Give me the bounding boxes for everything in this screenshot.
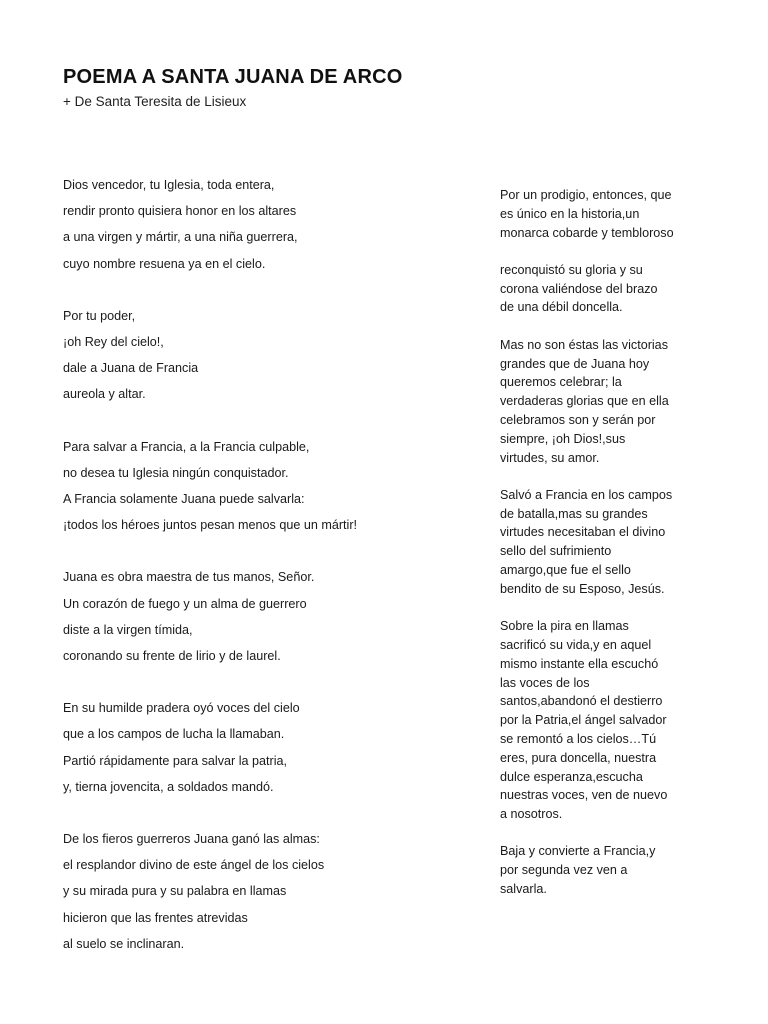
poem-verse: cuyo nombre resuena ya en el cielo. (63, 256, 266, 271)
side-paragraph (500, 261, 715, 317)
side-paragraph-line: salvarla. (500, 882, 547, 896)
side-paragraph-line: siempre, ¡oh Dios!,sus (500, 431, 626, 446)
side-paragraph-line: monarca cobarde y tembloroso (500, 225, 674, 240)
side-paragraph-line: dulce esperanza,escucha (500, 769, 643, 784)
side-paragraph-line: las voces de los (500, 675, 590, 690)
poem-verse: ¡todos los héroes juntos pesan menos que un mártir! (63, 518, 358, 533)
poem-column (63, 172, 463, 983)
side-paragraph-line: grandes que de Juana hoy (500, 356, 650, 371)
side-paragraph-line: se remontó a los cielos…Tú (500, 731, 657, 746)
poem-stanza (63, 826, 463, 957)
side-paragraph-line: de batalla,mas su grandes (500, 506, 648, 521)
side-paragraph-line: mismo instante ella escuchó (500, 656, 659, 671)
document-title: POEMA A SANTA JUANA DE ARCO (63, 66, 403, 88)
side-paragraph-line: santos,abandonó el destierro (500, 694, 663, 709)
poem-verse: A Francia solamente Juana puede salvarla: (63, 492, 305, 507)
side-paragraph-line: sello del sufrimiento (500, 544, 612, 559)
side-text-column (500, 186, 715, 917)
side-paragraph-line: eres, pura doncella, nuestra (500, 750, 657, 765)
side-paragraph-line: queremos celebrar; la (500, 375, 622, 390)
poem-verse: aureola y altar. (63, 387, 146, 402)
side-paragraph-line: celebramos son y serán por (500, 412, 656, 427)
side-paragraph-line: por segunda vez ven a (500, 863, 628, 878)
poem-verse: De los fieros guerreros Juana ganó las almas: (63, 832, 320, 847)
poem-verse: Un corazón de fuego y un alma de guerrero (63, 596, 307, 611)
poem-stanza (63, 172, 463, 277)
side-paragraph-line: Por un prodigio, entonces, que (500, 188, 672, 202)
poem-verse: ¡oh Rey del cielo!, (63, 335, 164, 350)
poem-verse: al suelo se inclinaran. (63, 936, 185, 951)
side-paragraph-line: Sobre la pira en llamas (500, 619, 629, 634)
poem-verse: diste a la virgen tímida, (63, 622, 193, 637)
side-paragraph-line: reconquistó su gloria y su (500, 262, 643, 277)
side-paragraph-line: por la Patria,el ángel salvador (500, 713, 667, 728)
side-paragraph-line: Salvó a Francia en los campos (500, 487, 673, 502)
side-paragraph-line: sacrificó su vida,y en aquel (500, 637, 652, 652)
side-paragraph-line: de una débil doncella. (500, 300, 623, 315)
poem-verse: Por tu poder, (63, 308, 136, 323)
side-paragraph (500, 186, 715, 242)
poem-verse: Para salvar a Francia, a la Francia culpable, (63, 439, 310, 454)
poem-verse: que a los campos de lucha la llamaban. (63, 727, 285, 742)
poem-stanza (63, 434, 463, 539)
poem-verse: Partió rápidamente para salvar la patria, (63, 753, 288, 768)
poem-verse: y, tierna jovencita, a soldados mandó. (63, 779, 274, 794)
side-paragraph (500, 617, 715, 824)
side-paragraph-line: a nosotros. (500, 807, 563, 822)
poem-verse: coronando su frente de lirio y de laurel. (63, 649, 281, 664)
side-paragraph-line: bendito de su Esposo, Jesús. (500, 581, 665, 596)
poem-verse: Dios vencedor, tu Iglesia, toda entera, (63, 178, 275, 192)
poem-verse: el resplandor divino de este ángel de los cielos (63, 858, 325, 873)
side-paragraph-line: verdaderas glorias que en ella (500, 394, 669, 409)
poem-stanza (63, 564, 463, 669)
poem-verse: En su humilde pradera oyó voces del cielo (63, 701, 300, 716)
side-paragraph (500, 336, 715, 468)
poem-stanza (63, 695, 463, 800)
poem-verse: no desea tu Iglesia ningún conquistador. (63, 465, 289, 480)
side-paragraph (500, 842, 715, 898)
side-paragraph-line: Mas no son éstas las victorias (500, 337, 668, 352)
document-subtitle: + De Santa Teresita de Lisieux (63, 94, 247, 109)
poem-verse: rendir pronto quisiera honor en los altares (63, 204, 297, 219)
poem-verse: Juana es obra maestra de tus manos, Señor. (63, 570, 315, 585)
poem-verse: y su mirada pura y su palabra en llamas (63, 884, 287, 899)
side-paragraph-line: nuestras voces, ven de nuevo (500, 788, 668, 803)
side-paragraph (500, 486, 715, 599)
poem-verse: a una virgen y mártir, a una niña guerrera, (63, 230, 298, 245)
poem-verse: hicieron que las frentes atrevidas (63, 910, 248, 925)
side-paragraph-line: Baja y convierte a Francia,y (500, 844, 656, 859)
side-paragraph-line: es único en la historia,un (500, 206, 640, 221)
side-paragraph-line: virtudes, su amor. (500, 450, 600, 465)
poem-verse: dale a Juana de Francia (63, 361, 199, 376)
poem-stanza (63, 303, 463, 408)
side-paragraph-line: virtudes necesitaban el divino (500, 525, 666, 540)
side-paragraph-line: amargo,que fue el sello (500, 563, 631, 578)
side-paragraph-line: corona valiéndose del brazo (500, 281, 658, 296)
